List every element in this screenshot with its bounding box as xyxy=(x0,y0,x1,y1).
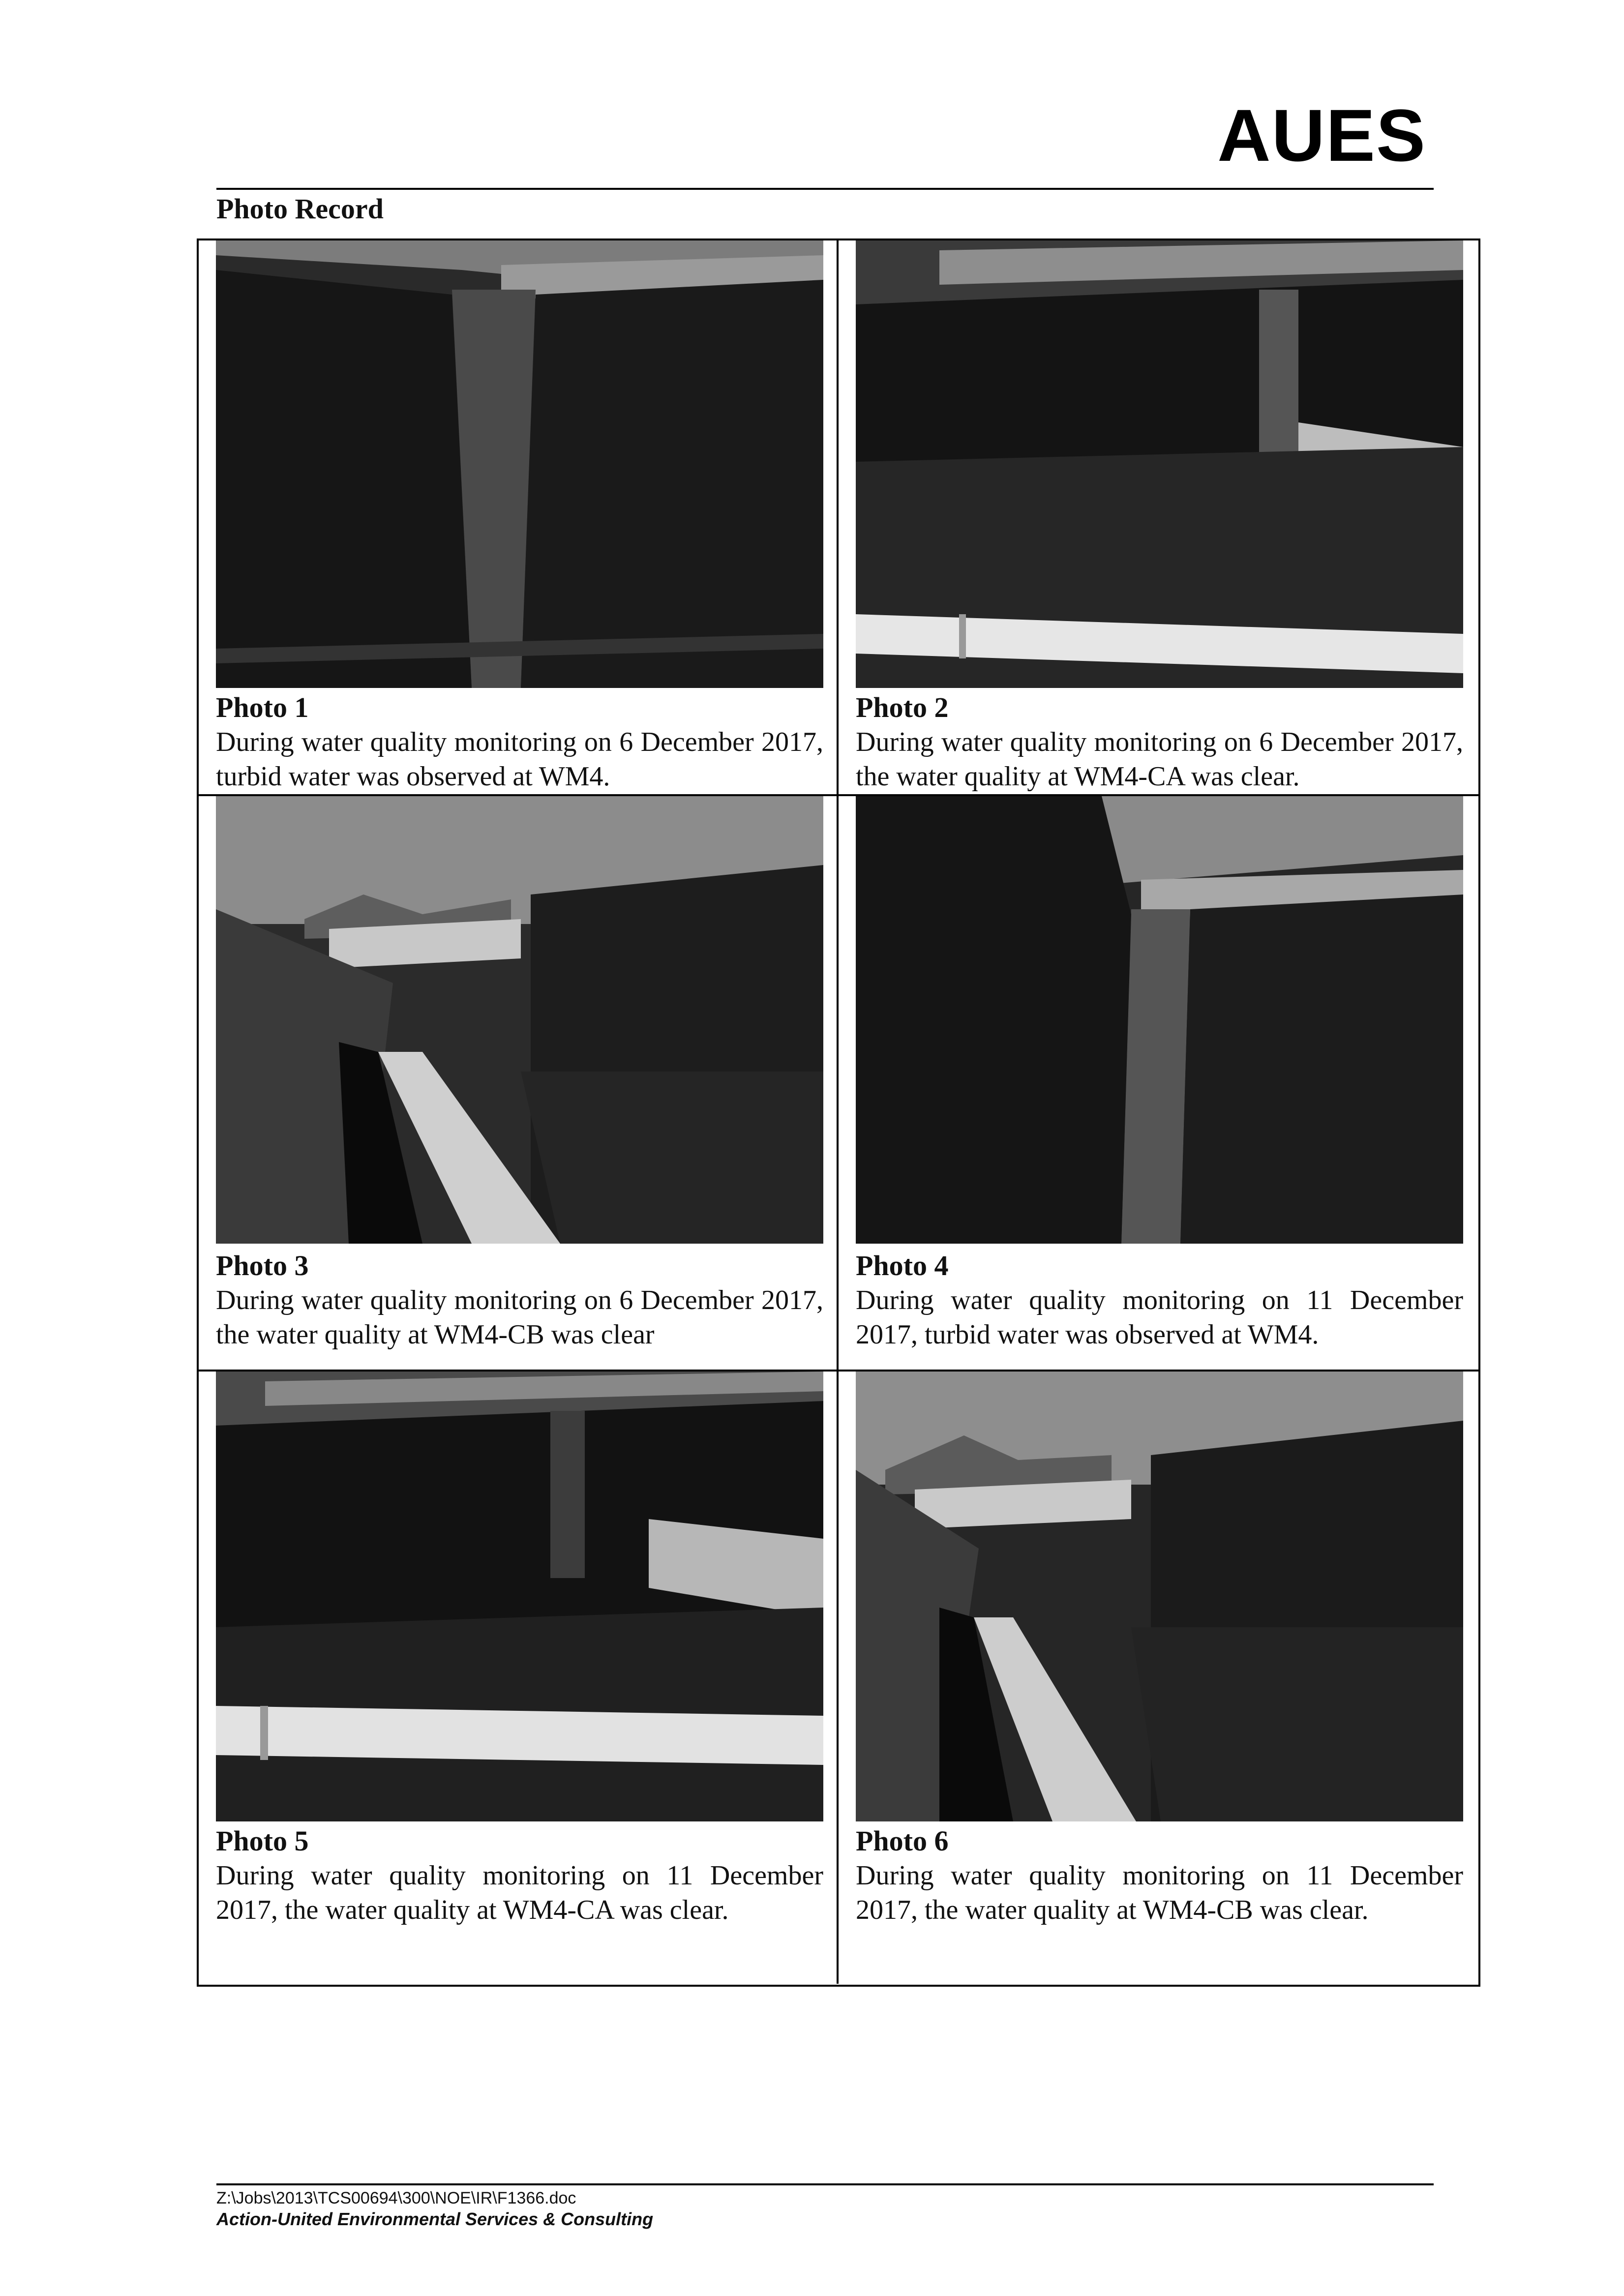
photo-caption-1: During water quality monitoring on 6 December 2017, turbid water was observed at WM4. xyxy=(216,727,823,792)
company-logo: AUES xyxy=(1217,94,1426,177)
photo-cell-5 xyxy=(199,1372,839,1984)
photo-label-4: Photo 4 xyxy=(856,1250,949,1282)
photo-cell-3 xyxy=(199,796,839,1372)
photo-record-table xyxy=(197,239,1480,1987)
photo-image-6 xyxy=(856,1372,1463,1821)
photo-image-4 xyxy=(856,796,1463,1244)
photo-label-2: Photo 2 xyxy=(856,691,949,723)
photo-image-3 xyxy=(216,796,823,1244)
footer-file-path: Z:\Jobs\2013\TCS00694\300\NOE\IR\F1366.doc xyxy=(216,2189,576,2207)
photo-image-5 xyxy=(216,1372,823,1821)
photo-cell-6 xyxy=(839,1372,1478,1984)
footer-divider xyxy=(216,2183,1434,2185)
photo-caption-6: During water quality monitoring on 11 December 2017, the water quality at WM4-CB was clear. xyxy=(856,1860,1463,1925)
photo-image-2 xyxy=(856,240,1463,688)
photo-label-5: Photo 5 xyxy=(216,1825,309,1857)
photo-caption-2: During water quality monitoring on 6 December 2017, the water quality at WM4-CA was clear. xyxy=(856,727,1463,792)
photo-caption-3: During water quality monitoring on 6 December 2017, the water quality at WM4-CB was clear xyxy=(216,1285,823,1350)
photo-label-1: Photo 1 xyxy=(216,691,309,723)
photo-caption-4: During water quality monitoring on 11 December 2017, turbid water was observed at WM4. xyxy=(856,1285,1463,1350)
photo-image-1 xyxy=(216,240,823,688)
photo-cell-1 xyxy=(199,240,839,796)
footer-company-name: Action-United Environmental Services & Consulting xyxy=(216,2209,654,2229)
photo-cell-4 xyxy=(839,796,1478,1372)
header-divider xyxy=(216,188,1434,190)
photo-label-3: Photo 3 xyxy=(216,1250,309,1282)
photo-label-6: Photo 6 xyxy=(856,1825,949,1857)
photo-cell-2 xyxy=(839,240,1478,796)
page-title: Photo Record xyxy=(216,193,384,225)
photo-caption-5: During water quality monitoring on 11 December 2017, the water quality at WM4-CA was clear. xyxy=(216,1860,823,1925)
